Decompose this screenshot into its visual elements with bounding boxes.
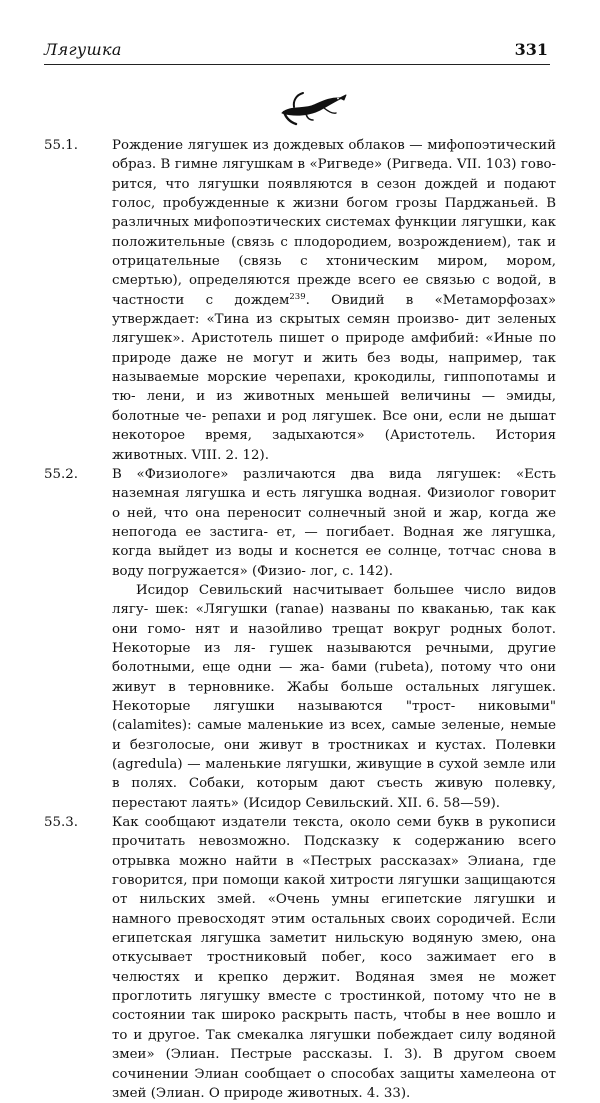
entry-number: 55.2.	[44, 466, 78, 482]
text-line: можно найти в «Пестрых рассказах» Элиана, где говорится, при	[112, 853, 557, 889]
text-line: (связь с плодородием, возрождением), так и отрицательные (связь	[112, 234, 556, 270]
text-line: рится, что лягушки появляются в сезон дождей и подают голос,	[112, 176, 556, 212]
text-line: полях. Собаки, которым дают съесть живую полевку, перестают	[112, 776, 556, 811]
text-line: помощи какой хитрости лягушки защищаются от нильских змей.	[112, 873, 556, 908]
text-line: «Метаморфозах» утверждает: «Тина из скрытых семян произво-	[112, 292, 556, 328]
text-line: лог, с. 142).	[310, 563, 393, 579]
running-title: Лягушка	[44, 40, 122, 59]
text-line: косо зажимает его в челюстях и крепко держит. Водяная змея не	[112, 950, 556, 985]
text-line: репахи и род лягушек. Все они, если не дышат некоторое время,	[112, 408, 556, 444]
text-line: гушек называются речными, другие болотными, еще одни — жа-	[112, 640, 556, 676]
text-line: дит зеленых лягушек». Аристотель пишет о природе амфибий:	[112, 312, 556, 347]
text-line: состоянии так широко раскрыть пасть, чтобы в нее вошло и то и	[112, 1008, 556, 1043]
text-line: Элиан сообщает о способах защиты хамелеона от змей (Элиан.	[112, 1066, 556, 1101]
paragraph	[112, 813, 556, 1103]
header-rule	[44, 64, 550, 65]
lizard-ornament-icon	[276, 86, 348, 126]
text-line: коснется ее солнце, тотчас снова в воду погружается» (Физио-	[112, 544, 556, 579]
text-line: Исидор Севильский насчитывает большее число видов лягу-	[112, 582, 556, 618]
text-line: лаять» (Исидор Севильский. XII. 6. 58—59).	[191, 795, 501, 811]
text-fragment: . Овидий в	[305, 292, 414, 308]
text-line: ет, — погибает. Водная же лягушка, когда выйдет из воды и	[112, 524, 556, 560]
text-line: лягушка и есть лягушка водная. Физиолог говорит о ней, что она	[112, 486, 556, 521]
paragraph	[112, 136, 556, 465]
text-line: бами (rubeta), потому что они живут в терновнике. Жабы больше	[112, 660, 556, 695]
text-line: всего ее связью с водой, в частности с дождем	[112, 273, 556, 308]
text-line: лени, и из животных меньшей величины — эмиды, болотные че-	[112, 389, 556, 424]
text-line: Как сообщают издатели текста, около семи букв в рукописи	[112, 815, 556, 831]
entry-55-3	[44, 813, 556, 1103]
text-line: шек: «Лягушки (ranae) названы по кваканью, так как они гомо-	[112, 602, 556, 637]
text-line: мифопоэтических системах функции лягушки, как положительные	[112, 215, 556, 250]
paragraph	[112, 581, 556, 813]
text-line: нят и назойливо трещат вокруг родных болот. Некоторые из ля-	[112, 621, 557, 656]
text-line: задыхаются» (Аристотель. История животных. VIII. 2. 12).	[112, 428, 556, 463]
page-number: 331	[514, 40, 548, 59]
text-line: образ. В гимне лягушкам в «Ригведе» (Ригведа. VII. 103) гово-	[112, 157, 556, 173]
text-line: остальных лягушек. Некоторые лягушки называются "трост-	[112, 679, 556, 714]
text-line: В «Физиологе» различаются два вида лягушек: «Есть наземная	[112, 466, 556, 502]
text-line: переносит солнечный зной и жар, когда же непогода ее застига-	[112, 505, 556, 540]
entry-55-1	[44, 136, 556, 465]
text-line: с хтоническим миром, мором, смертью), определяются прежде	[112, 254, 556, 289]
text-line: так называемые морские черепахи, крокодилы, гиппопотамы и тю-	[112, 350, 556, 405]
text-line: остальных своих сородичей. Если египетская лягушка заметит	[112, 911, 557, 947]
entry-55-2	[44, 465, 556, 813]
text-line: (Элиан. Пестрые рассказы. I. 3). В другом своем сочинении	[112, 1047, 556, 1082]
footnote-reference: 239	[289, 291, 306, 302]
text-line: нильскую водяную змею, она откусывает тростниковый побег,	[112, 931, 556, 966]
text-line: (agredula) — маленькие лягушки, живущие в сухой земле или в	[112, 757, 556, 792]
text-line: О природе животных. 4. 33).	[208, 1085, 411, 1101]
text-line: пробужденные к жизни богом грозы Парджаньей. В различных	[112, 196, 556, 231]
text-line: прочитать невозможно. Подсказку к содержанию всего отрывка	[112, 834, 556, 869]
text-line: немые и безголосые, они живут в тростниках и кустах. Полевки	[112, 718, 556, 753]
paragraph	[112, 465, 556, 581]
text-line: может проглотить лягушку вместе с тростинкой, потому что не в	[112, 969, 556, 1005]
text-line: «Очень умны египетские лягушки и намного превосходят этим	[112, 892, 556, 927]
running-header	[44, 40, 550, 62]
entry-number: 55.1.	[44, 138, 78, 153]
text-line: другое. Так смекалка лягушки побеждает силу водяной змеи»	[112, 1027, 556, 1063]
text-line: Рождение лягушек из дождевых облаков — мифопоэтический	[112, 138, 556, 153]
text-line: «Иные по природе даже не могут и жить без воды, например,	[112, 331, 556, 366]
entry-number: 55.3.	[44, 815, 78, 831]
text-line: никовыми" (calamites): самые маленькие из всех, самые зеленые,	[112, 698, 556, 734]
